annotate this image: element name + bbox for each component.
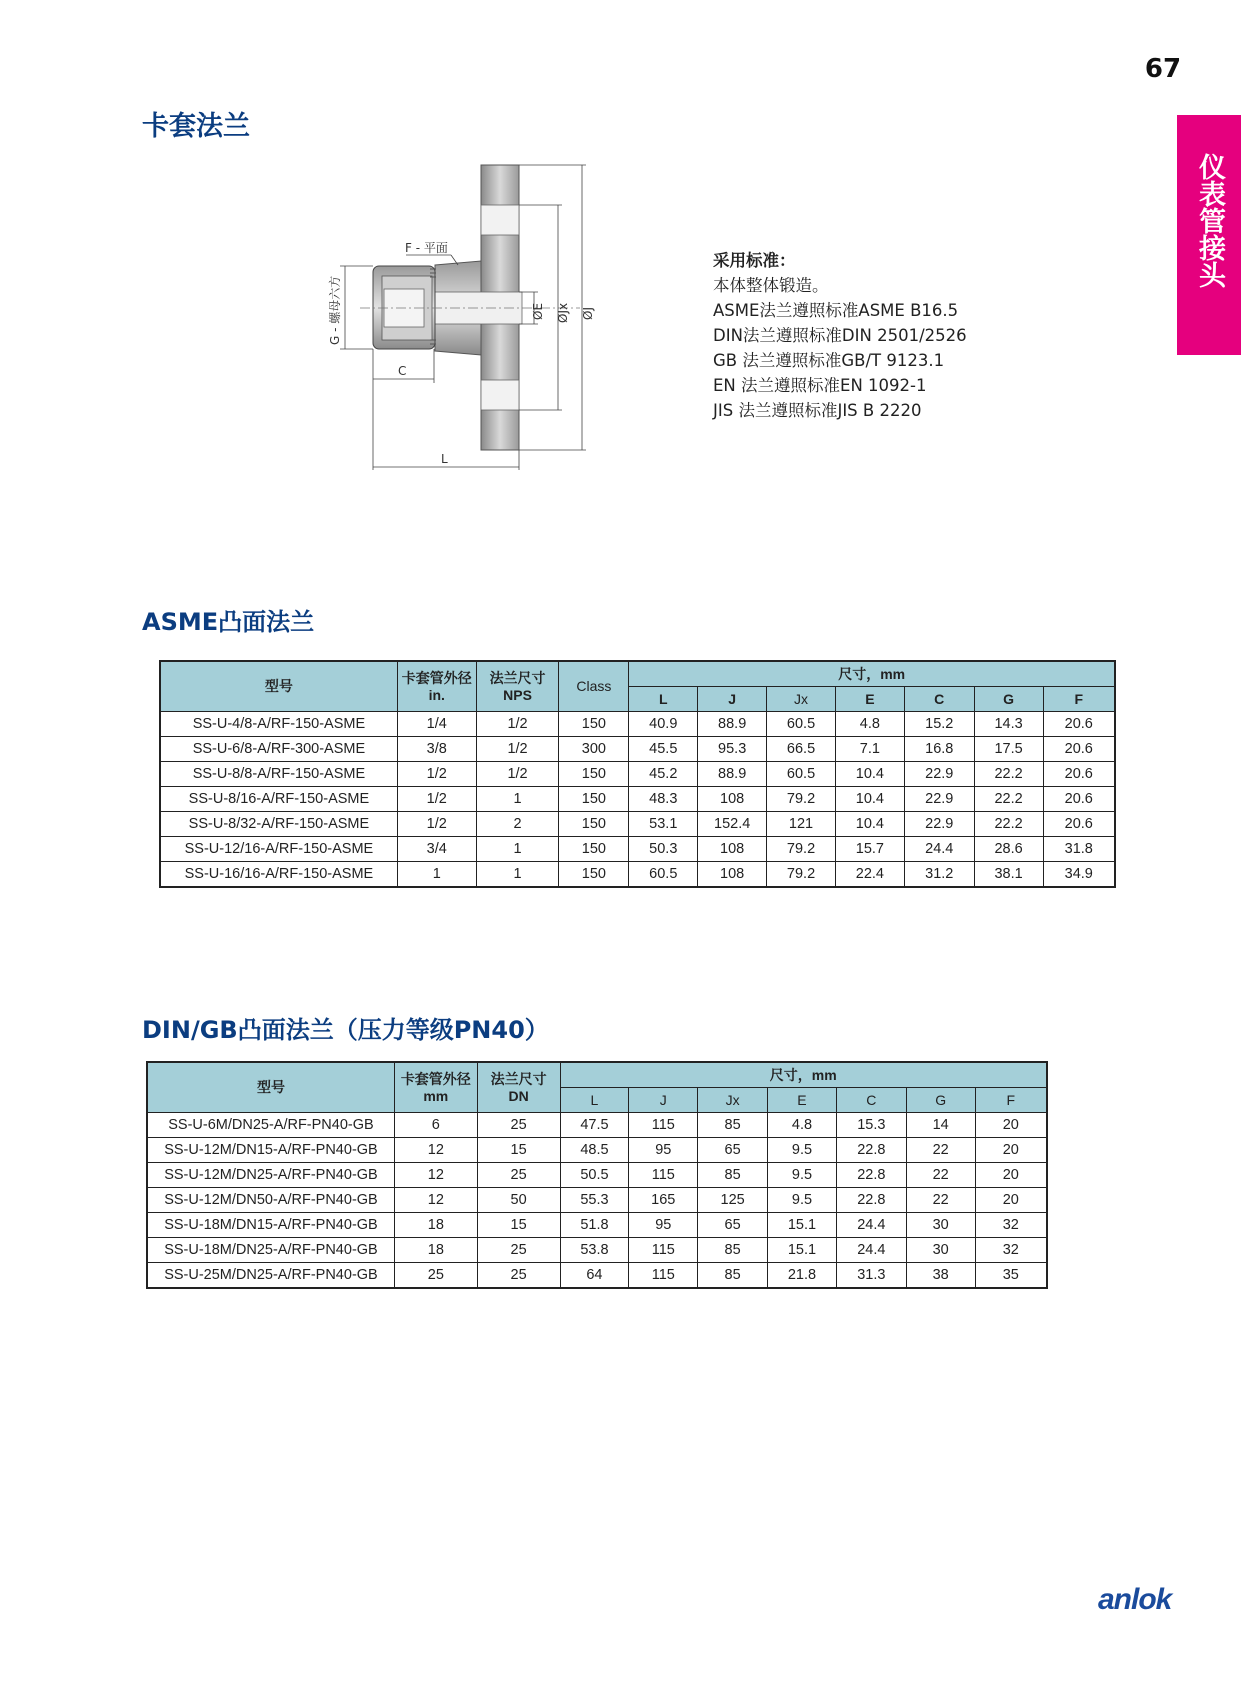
header-flange-size-label: 法兰尺寸 bbox=[489, 669, 546, 686]
header-tube-od bbox=[394, 1062, 477, 1113]
table-cell: 32 bbox=[975, 1238, 1047, 1263]
table-cell: 35 bbox=[975, 1263, 1047, 1289]
table-cell: 1/2 bbox=[476, 712, 559, 737]
table-cell: 85 bbox=[698, 1263, 768, 1289]
header-tube-od bbox=[397, 661, 476, 712]
table-cell: 18 bbox=[394, 1238, 477, 1263]
header-dim: G bbox=[906, 1088, 975, 1113]
table-cell: 22.8 bbox=[836, 1163, 906, 1188]
model-cell: SS-U-12M/DN15-A/RF-PN40-GB bbox=[147, 1138, 394, 1163]
table-cell: 85 bbox=[698, 1163, 768, 1188]
table-cell: 21.8 bbox=[768, 1263, 837, 1289]
table-cell: 1/2 bbox=[397, 787, 476, 812]
table-cell: 150 bbox=[559, 712, 629, 737]
table-cell: 10.4 bbox=[835, 787, 904, 812]
table-cell: 22.2 bbox=[974, 787, 1043, 812]
header-class: Class bbox=[559, 661, 629, 712]
header-dim: E bbox=[835, 687, 904, 712]
table-cell: 20 bbox=[975, 1163, 1047, 1188]
table-cell: 53.1 bbox=[629, 812, 698, 837]
header-dim: C bbox=[904, 687, 974, 712]
din-section-title: DIN/GB凸面法兰（压力等级PN40） bbox=[142, 1016, 549, 1044]
table-cell: 20 bbox=[975, 1188, 1047, 1213]
header-tube-od-label: 卡套管外径 bbox=[401, 669, 472, 686]
model-cell: SS-U-8/8-A/RF-150-ASME bbox=[160, 762, 397, 787]
f-face-label: F - 平面 bbox=[405, 241, 448, 255]
table-cell: 79.2 bbox=[767, 837, 836, 862]
header-flange-size-label: 法兰尺寸 bbox=[490, 1070, 547, 1087]
table-row bbox=[147, 1263, 1047, 1289]
table-cell: 22.2 bbox=[974, 812, 1043, 837]
header-dims: 尺寸，mm bbox=[629, 661, 1115, 687]
table-cell: 9.5 bbox=[768, 1138, 837, 1163]
header-dim: L bbox=[629, 687, 698, 712]
table-cell: 24.4 bbox=[836, 1238, 906, 1263]
header-tube-od-label: 卡套管外径 bbox=[400, 1070, 471, 1087]
table-cell: 1/2 bbox=[397, 762, 476, 787]
table-row bbox=[160, 812, 1115, 837]
table-cell: 22.8 bbox=[836, 1138, 906, 1163]
table-cell: 50.5 bbox=[560, 1163, 629, 1188]
table-row bbox=[147, 1113, 1047, 1138]
table-row bbox=[147, 1188, 1047, 1213]
table-cell: 125 bbox=[698, 1188, 768, 1213]
model-cell: SS-U-6/8-A/RF-300-ASME bbox=[160, 737, 397, 762]
table-cell: 47.5 bbox=[560, 1113, 629, 1138]
table-cell: 115 bbox=[629, 1263, 698, 1289]
table-cell: 30 bbox=[906, 1213, 975, 1238]
asme-table bbox=[159, 660, 1116, 888]
table-cell: 300 bbox=[559, 737, 629, 762]
table-cell: 50 bbox=[477, 1188, 560, 1213]
table-cell: 12 bbox=[394, 1188, 477, 1213]
model-cell: SS-U-16/16-A/RF-150-ASME bbox=[160, 862, 397, 888]
table-cell: 15.3 bbox=[836, 1113, 906, 1138]
model-cell: SS-U-4/8-A/RF-150-ASME bbox=[160, 712, 397, 737]
table-cell: 2 bbox=[476, 812, 559, 837]
g-hex-label: G - 螺母六方 bbox=[328, 275, 342, 345]
side-section-tab bbox=[1177, 115, 1241, 355]
header-model: 型号 bbox=[147, 1062, 394, 1113]
table-cell: 1 bbox=[476, 862, 559, 888]
din-table bbox=[146, 1061, 1048, 1289]
table-row bbox=[160, 787, 1115, 812]
page-title: 卡套法兰 bbox=[142, 111, 250, 142]
table-cell: 150 bbox=[559, 837, 629, 862]
table-cell: 1 bbox=[476, 787, 559, 812]
table-cell: 22.8 bbox=[836, 1188, 906, 1213]
j-label: ØJ bbox=[581, 307, 595, 320]
table-cell: 1 bbox=[397, 862, 476, 888]
table-cell: 88.9 bbox=[698, 762, 767, 787]
table-row bbox=[147, 1163, 1047, 1188]
table-row bbox=[147, 1238, 1047, 1263]
header-dim: C bbox=[836, 1088, 906, 1113]
page-number: 67 bbox=[1144, 54, 1182, 84]
table-cell: 115 bbox=[629, 1113, 698, 1138]
table-cell: 25 bbox=[477, 1238, 560, 1263]
table-cell: 150 bbox=[559, 762, 629, 787]
table-cell: 121 bbox=[767, 812, 836, 837]
table-cell: 40.9 bbox=[629, 712, 698, 737]
standards-line: EN 法兰遵照标准EN 1092-1 bbox=[713, 376, 927, 395]
table-cell: 79.2 bbox=[767, 862, 836, 888]
table-cell: 1/4 bbox=[397, 712, 476, 737]
table-cell: 79.2 bbox=[767, 787, 836, 812]
standards-line: JIS 法兰遵照标准JIS B 2220 bbox=[713, 401, 922, 420]
header-model: 型号 bbox=[160, 661, 397, 712]
table-cell: 85 bbox=[698, 1238, 768, 1263]
table-cell: 38 bbox=[906, 1263, 975, 1289]
model-cell: SS-U-8/16-A/RF-150-ASME bbox=[160, 787, 397, 812]
table-row bbox=[160, 737, 1115, 762]
table-cell: 1/2 bbox=[476, 762, 559, 787]
table-cell: 15.2 bbox=[904, 712, 974, 737]
table-cell: 20.6 bbox=[1043, 762, 1115, 787]
table-cell: 20.6 bbox=[1043, 787, 1115, 812]
table-row bbox=[160, 862, 1115, 888]
table-cell: 15.7 bbox=[835, 837, 904, 862]
table-cell: 3/8 bbox=[397, 737, 476, 762]
table-cell: 48.3 bbox=[629, 787, 698, 812]
asme-section-title: ASME凸面法兰 bbox=[142, 608, 315, 636]
model-cell: SS-U-6M/DN25-A/RF-PN40-GB bbox=[147, 1113, 394, 1138]
table-cell: 165 bbox=[629, 1188, 698, 1213]
table-cell: 22 bbox=[906, 1163, 975, 1188]
table-cell: 152.4 bbox=[698, 812, 767, 837]
table-cell: 16.8 bbox=[904, 737, 974, 762]
header-tube-od-unit: mm bbox=[423, 1087, 449, 1104]
table-cell: 25 bbox=[477, 1113, 560, 1138]
table-cell: 20 bbox=[975, 1138, 1047, 1163]
table-cell: 60.5 bbox=[767, 712, 836, 737]
table-cell: 108 bbox=[698, 837, 767, 862]
table-row bbox=[160, 837, 1115, 862]
table-cell: 20.6 bbox=[1043, 737, 1115, 762]
side-tab-label: 仪表管接头 bbox=[1194, 153, 1225, 288]
header-dim: Jx bbox=[698, 1088, 768, 1113]
table-cell: 12 bbox=[394, 1138, 477, 1163]
table-cell: 60.5 bbox=[767, 762, 836, 787]
c-label: C bbox=[398, 364, 407, 378]
table-cell: 3/4 bbox=[397, 837, 476, 862]
table-cell: 20 bbox=[975, 1113, 1047, 1138]
table-cell: 18 bbox=[394, 1213, 477, 1238]
table-cell: 115 bbox=[629, 1238, 698, 1263]
table-cell: 28.6 bbox=[974, 837, 1043, 862]
table-row bbox=[160, 712, 1115, 737]
table-cell: 95 bbox=[629, 1138, 698, 1163]
table-cell: 6 bbox=[394, 1113, 477, 1138]
table-cell: 15.1 bbox=[768, 1213, 837, 1238]
table-cell: 32 bbox=[975, 1213, 1047, 1238]
standards-block bbox=[713, 248, 1013, 423]
model-cell: SS-U-12/16-A/RF-150-ASME bbox=[160, 837, 397, 862]
model-cell: SS-U-12M/DN50-A/RF-PN40-GB bbox=[147, 1188, 394, 1213]
header-flange-size bbox=[476, 661, 559, 712]
header-dim: F bbox=[975, 1088, 1047, 1113]
model-cell: SS-U-18M/DN25-A/RF-PN40-GB bbox=[147, 1238, 394, 1263]
standards-line: DIN法兰遵照标准DIN 2501/2526 bbox=[713, 326, 967, 345]
table-cell: 15 bbox=[477, 1213, 560, 1238]
header-dim: F bbox=[1043, 687, 1115, 712]
table-cell: 15 bbox=[477, 1138, 560, 1163]
table-cell: 115 bbox=[629, 1163, 698, 1188]
table-cell: 24.4 bbox=[904, 837, 974, 862]
table-cell: 150 bbox=[559, 862, 629, 888]
standards-label: 采用标准： bbox=[713, 251, 796, 270]
model-cell: SS-U-8/32-A/RF-150-ASME bbox=[160, 812, 397, 837]
table-cell: 65 bbox=[698, 1213, 768, 1238]
table-cell: 60.5 bbox=[629, 862, 698, 888]
header-dim: G bbox=[974, 687, 1043, 712]
table-cell: 88.9 bbox=[698, 712, 767, 737]
table-cell: 45.2 bbox=[629, 762, 698, 787]
table-cell: 20.6 bbox=[1043, 812, 1115, 837]
standards-line: 本体整体锻造。 bbox=[713, 276, 829, 295]
header-dim: J bbox=[698, 687, 767, 712]
header-dim: L bbox=[560, 1088, 629, 1113]
table-cell: 9.5 bbox=[768, 1163, 837, 1188]
table-cell: 38.1 bbox=[974, 862, 1043, 888]
table-cell: 45.5 bbox=[629, 737, 698, 762]
table-row bbox=[147, 1213, 1047, 1238]
brand-logo: anlok bbox=[1098, 1583, 1172, 1616]
model-cell: SS-U-12M/DN25-A/RF-PN40-GB bbox=[147, 1163, 394, 1188]
table-cell: 1/2 bbox=[397, 812, 476, 837]
e-label: ØE bbox=[531, 302, 545, 320]
table-cell: 22.2 bbox=[974, 762, 1043, 787]
table-cell: 64 bbox=[560, 1263, 629, 1289]
table-cell: 1/2 bbox=[476, 737, 559, 762]
standards-line: ASME法兰遵照标准ASME B16.5 bbox=[713, 301, 959, 320]
table-cell: 17.5 bbox=[974, 737, 1043, 762]
model-cell: SS-U-18M/DN15-A/RF-PN40-GB bbox=[147, 1213, 394, 1238]
header-dim: Jx bbox=[767, 687, 836, 712]
table-cell: 22.9 bbox=[904, 762, 974, 787]
table-cell: 14 bbox=[906, 1113, 975, 1138]
table-cell: 31.3 bbox=[836, 1263, 906, 1289]
flange-drawing bbox=[328, 165, 660, 505]
table-cell: 22.4 bbox=[835, 862, 904, 888]
header-flange-size-unit: NPS bbox=[503, 686, 532, 703]
table-cell: 150 bbox=[559, 787, 629, 812]
table-cell: 48.5 bbox=[560, 1138, 629, 1163]
table-cell: 50.3 bbox=[629, 837, 698, 862]
table-cell: 10.4 bbox=[835, 762, 904, 787]
table-cell: 22.9 bbox=[904, 787, 974, 812]
table-cell: 7.1 bbox=[835, 737, 904, 762]
table-cell: 55.3 bbox=[560, 1188, 629, 1213]
table-cell: 51.8 bbox=[560, 1213, 629, 1238]
table-cell: 14.3 bbox=[974, 712, 1043, 737]
table-cell: 4.8 bbox=[768, 1113, 837, 1138]
header-flange-size bbox=[477, 1062, 560, 1113]
table-cell: 66.5 bbox=[767, 737, 836, 762]
table-cell: 31.8 bbox=[1043, 837, 1115, 862]
table-cell: 22 bbox=[906, 1138, 975, 1163]
table-cell: 95 bbox=[629, 1213, 698, 1238]
model-cell: SS-U-25M/DN25-A/RF-PN40-GB bbox=[147, 1263, 394, 1289]
table-cell: 4.8 bbox=[835, 712, 904, 737]
table-cell: 15.1 bbox=[768, 1238, 837, 1263]
table-cell: 25 bbox=[394, 1263, 477, 1289]
table-cell: 12 bbox=[394, 1163, 477, 1188]
table-cell: 25 bbox=[477, 1163, 560, 1188]
jx-label: ØJx bbox=[556, 302, 570, 323]
table-row bbox=[147, 1138, 1047, 1163]
table-cell: 65 bbox=[698, 1138, 768, 1163]
table-cell: 53.8 bbox=[560, 1238, 629, 1263]
table-cell: 20.6 bbox=[1043, 712, 1115, 737]
table-cell: 9.5 bbox=[768, 1188, 837, 1213]
table-cell: 31.2 bbox=[904, 862, 974, 888]
table-cell: 24.4 bbox=[836, 1213, 906, 1238]
header-dim: E bbox=[768, 1088, 837, 1113]
table-cell: 150 bbox=[559, 812, 629, 837]
l-label: L bbox=[441, 452, 448, 466]
header-dim: J bbox=[629, 1088, 698, 1113]
header-dims: 尺寸，mm bbox=[560, 1062, 1047, 1088]
table-cell: 108 bbox=[698, 862, 767, 888]
table-cell: 30 bbox=[906, 1238, 975, 1263]
header-tube-od-unit: in. bbox=[428, 686, 445, 703]
table-cell: 85 bbox=[698, 1113, 768, 1138]
standards-line: GB 法兰遵照标准GB/T 9123.1 bbox=[713, 351, 945, 370]
table-cell: 22.9 bbox=[904, 812, 974, 837]
table-cell: 95.3 bbox=[698, 737, 767, 762]
table-cell: 10.4 bbox=[835, 812, 904, 837]
table-cell: 22 bbox=[906, 1188, 975, 1213]
table-row bbox=[160, 762, 1115, 787]
table-cell: 34.9 bbox=[1043, 862, 1115, 888]
table-cell: 1 bbox=[476, 837, 559, 862]
header-flange-size-unit: DN bbox=[508, 1087, 529, 1104]
table-cell: 108 bbox=[698, 787, 767, 812]
table-cell: 25 bbox=[477, 1263, 560, 1289]
